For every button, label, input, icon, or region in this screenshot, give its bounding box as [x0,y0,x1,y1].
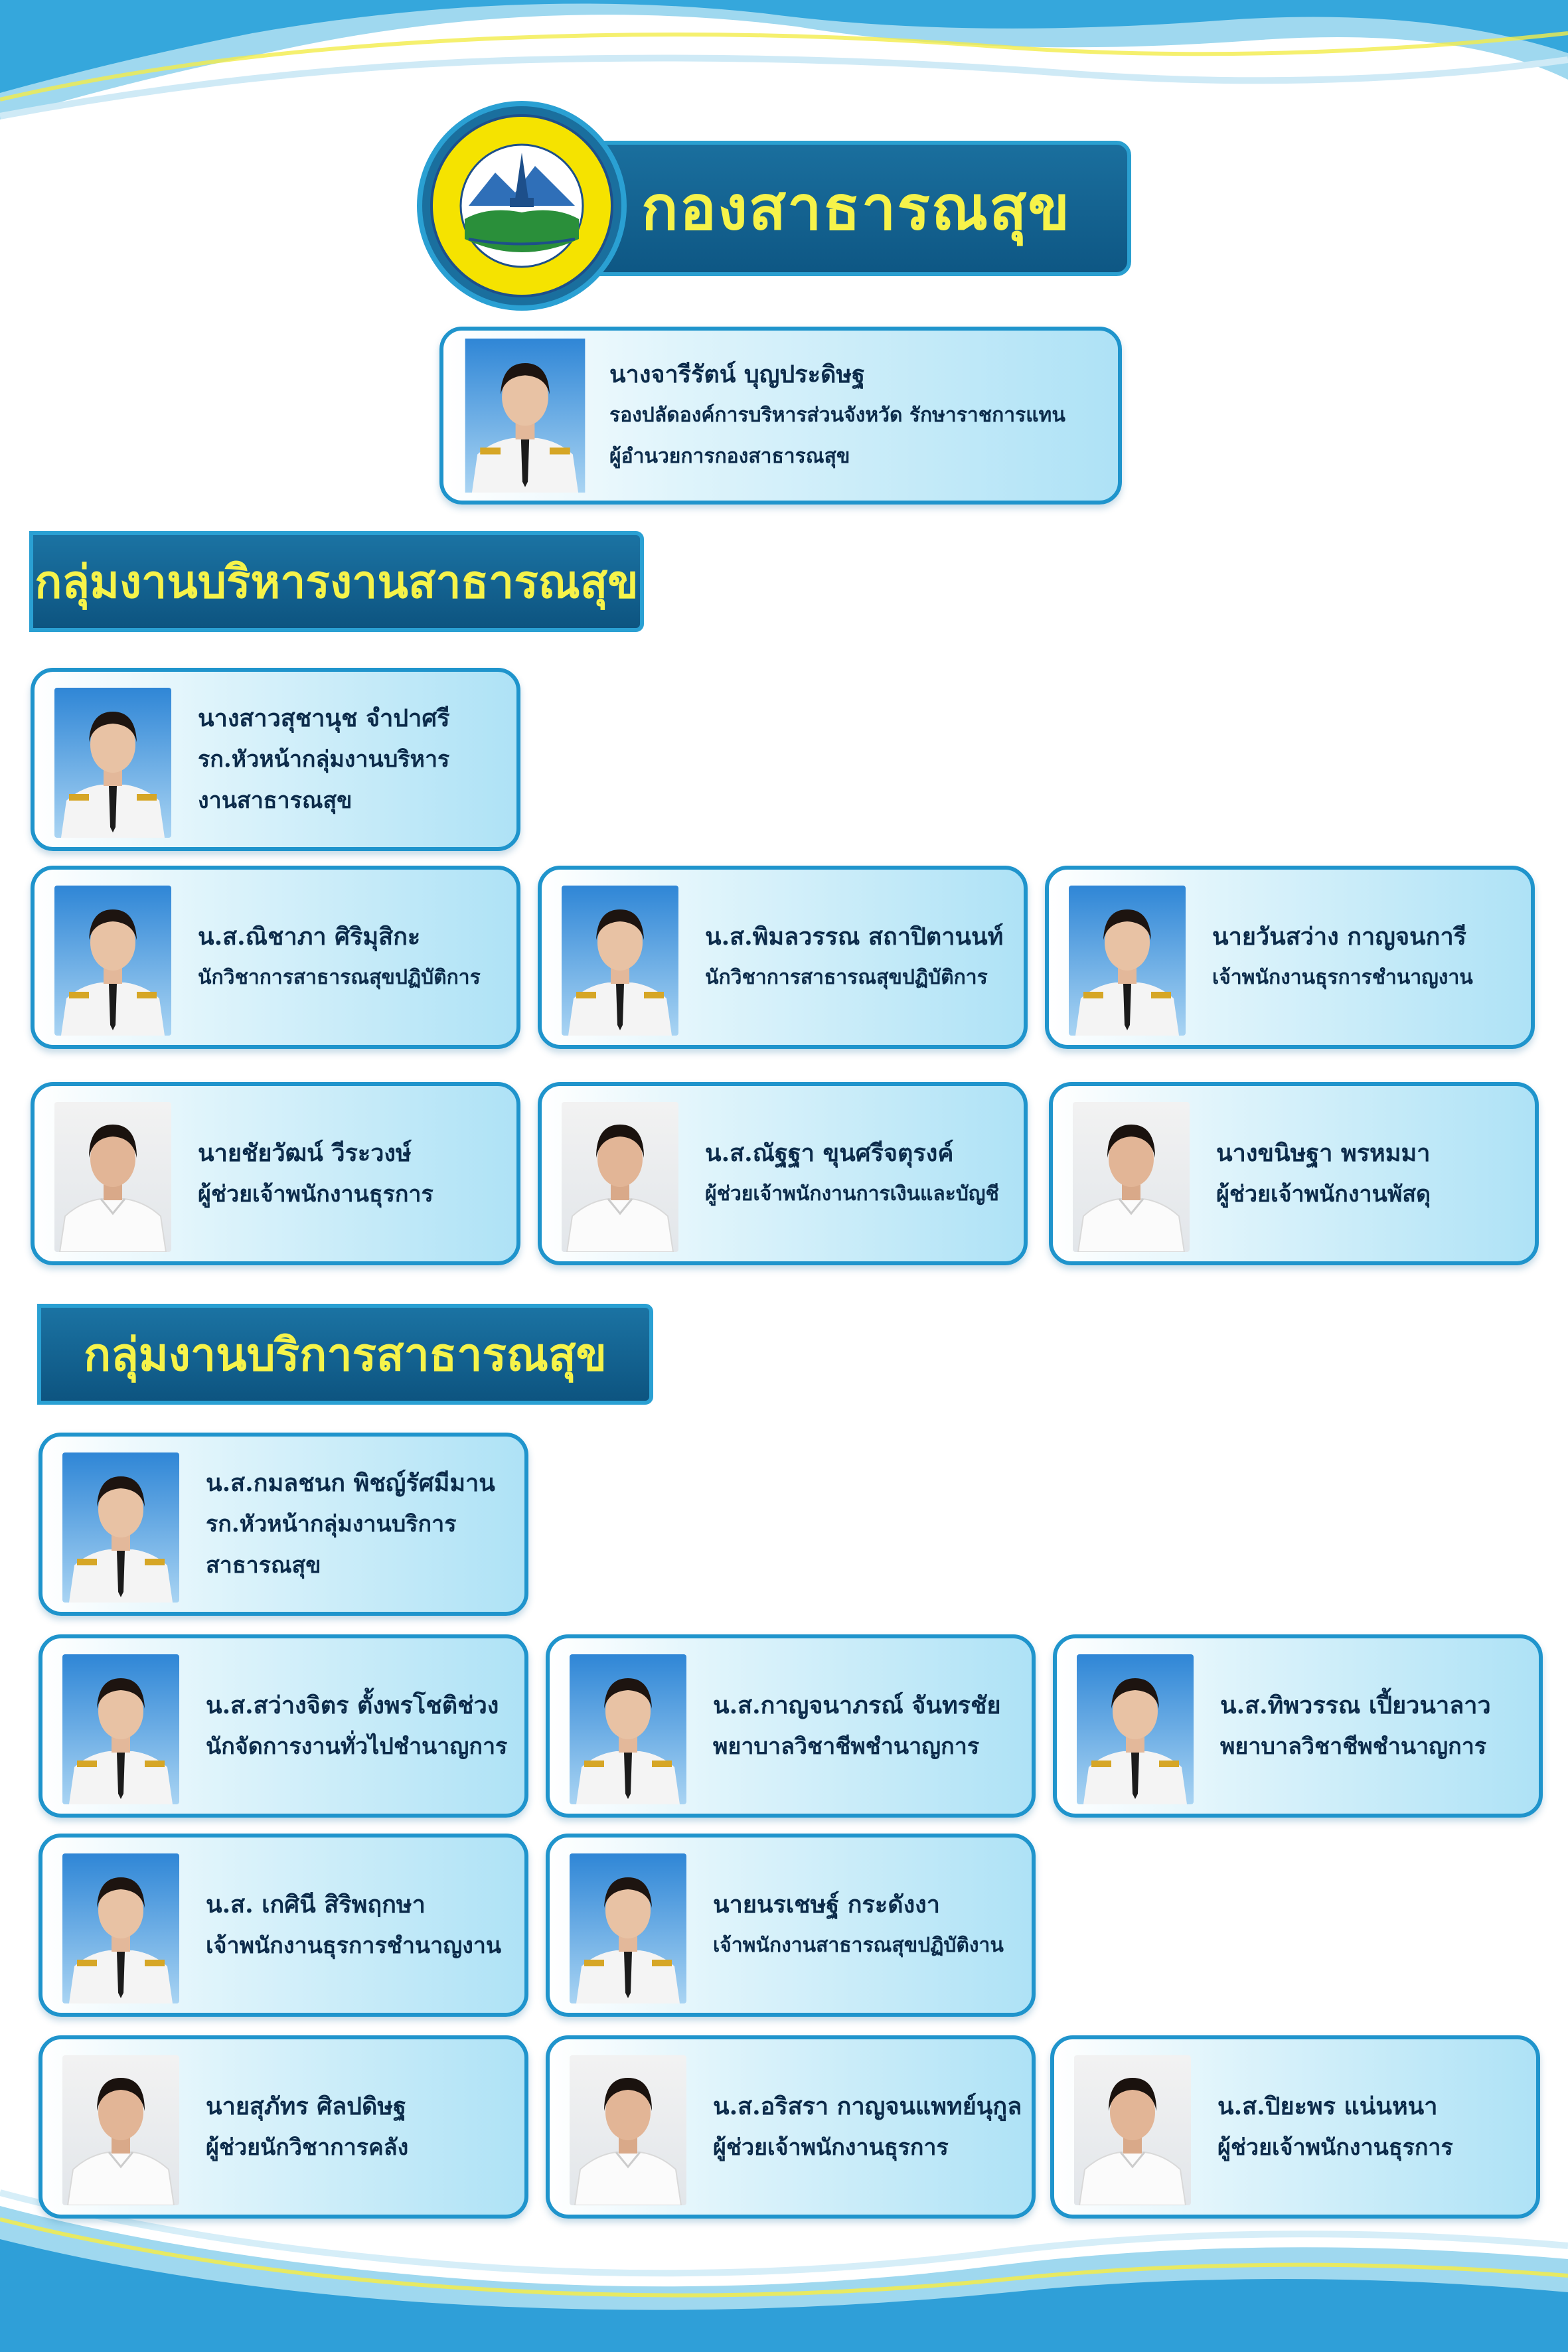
person-title: ผู้ช่วยเจ้าพนักงานธุรการ [1217,2134,1453,2161]
avatar [54,1102,171,1252]
person-name: นายชัยวัฒน์ วีระวงษ์ [198,1139,412,1167]
member-card [546,1634,1036,1818]
portrait-image [62,1654,179,1804]
person-name: นายวันสว่าง กาญจนการี [1212,923,1466,951]
section-head-card [31,668,520,851]
portrait-image [1077,1654,1194,1804]
avatar [1074,2055,1191,2205]
section-title: กลุ่มงานบริหารงานสาธารณสุข [35,556,639,609]
person-title: ผู้ช่วยเจ้าพนักงานธุรการ [713,2134,949,2161]
avatar [62,1452,179,1603]
person-name: นางสาวสุชานุช จำปาศรี [198,704,450,732]
member-card [1050,2035,1540,2219]
person-name: น.ส.ณัฐฐา ขุนศรีจตุรงค์ [705,1139,954,1167]
portrait-image [1074,2055,1191,2205]
person-title-line1: รก.หัวหน้ากลุ่มงานบริหาร [198,746,450,773]
portrait-image [62,1853,179,2003]
member-card [31,1082,520,1265]
avatar [54,886,171,1036]
avatar [570,2055,686,2205]
pao-seal-logo-icon [422,106,621,305]
portrait-image [562,886,678,1036]
portrait-image [62,2055,179,2205]
director-card [439,327,1122,505]
avatar [1073,1102,1190,1252]
top-wave-decoration [0,0,1568,159]
member-card [546,1834,1036,2017]
member-card [1049,1082,1539,1265]
avatar [570,1654,686,1804]
member-card [538,1082,1028,1265]
person-title: พยาบาลวิชาชีพชำนาญการ [1220,1733,1487,1760]
avatar [1077,1654,1194,1804]
portrait-image [54,1102,171,1252]
portrait-image [54,688,171,838]
avatar [62,1853,179,2003]
member-card [538,866,1028,1049]
portrait-image [54,886,171,1036]
member-card [1045,866,1535,1049]
person-title: นักวิชาการสาธารณสุขปฏิบัติการ [198,966,481,989]
person-title: เจ้าพนักงานธุรการชำนาญงาน [206,1932,502,1959]
person-name: น.ส. เกศินี สิริพฤกษา [206,1891,426,1919]
person-name: น.ส.อริสรา กาญจนแพทย์นุกูล [713,2092,1022,2120]
person-name: น.ส.ปิยะพร แน่นหนา [1217,2092,1438,2120]
portrait-image [1069,886,1186,1036]
avatar [54,688,171,838]
person-title: ผู้ช่วยเจ้าพนักงานการเงินและบัญชี [705,1182,999,1206]
section-head-card [39,1433,528,1616]
person-title-line2: สาธารณสุข [206,1552,321,1579]
person-name: น.ส.สว่างจิตร ตั้งพรโชติช่วง [206,1691,499,1719]
member-card [39,2035,528,2219]
member-card [31,866,520,1049]
avatar [462,339,588,493]
portrait-image [562,1102,678,1252]
person-title: เจ้าพนักงานสาธารณสุขปฏิบัติงาน [713,1934,1004,1957]
person-title-line2: งานสาธารณสุข [198,787,353,814]
person-title-line1: รก.หัวหน้ากลุ่มงานบริการ [206,1511,457,1537]
avatar [62,1654,179,1804]
member-card [1053,1634,1543,1818]
person-title-line1: รองปลัดองค์การบริหารส่วนจังหวัด รักษาราชการแทน [609,404,1065,427]
person-name: นางขนิษฐา พรหมมา [1216,1139,1431,1167]
person-title: ผู้ช่วยเจ้าพนักงานธุรการ [198,1181,433,1208]
avatar [62,2055,179,2205]
person-name: น.ส.ณิชาภา ศิริมุสิกะ [198,923,421,951]
person-title: นักวิชาการสาธารณสุขปฏิบัติการ [705,966,988,989]
person-name: นายสุภัทร ศิลปดิษฐ [206,2092,406,2120]
portrait-image [570,2055,686,2205]
section-title: กลุ่มงานบริการสาธารณสุข [83,1329,607,1381]
portrait-image [1073,1102,1190,1252]
section-header-admin [29,531,651,639]
person-name: นายนรเชษฐ์ กระดังงา [713,1891,940,1919]
member-card [39,1634,528,1818]
portrait-image [570,1853,686,2003]
member-card [39,1834,528,2017]
person-name: น.ส.กมลชนก พิชญ์รัศมีมาน [206,1469,495,1497]
avatar [562,1102,678,1252]
portrait-image [62,1452,179,1603]
person-name: น.ส.ทิพวรรณ เปี้ยวนาลาว [1220,1691,1491,1719]
person-name: นางจารีรัตน์ บุญประดิษฐ [609,360,865,388]
person-name: น.ส.กาญจนาภรณ์ จันทรชัย [713,1691,1001,1719]
person-title-line2: ผู้อำนวยการกองสาธารณสุข [609,445,850,468]
person-title: ผู้ช่วยนักวิชาการคลัง [206,2134,409,2161]
section-header-service [37,1304,660,1411]
member-card [546,2035,1036,2219]
portrait-image [462,339,588,493]
page-title: กองสาธารณสุข [641,173,1071,244]
avatar [570,1853,686,2003]
avatar [1069,886,1186,1036]
portrait-image [570,1654,686,1804]
person-title: นักจัดการงานทั่วไปชำนาญการ [206,1733,508,1760]
avatar [562,886,678,1036]
person-title: เจ้าพนักงานธุรการชำนาญงาน [1212,966,1473,989]
person-title: พยาบาลวิชาชีพชำนาญการ [713,1733,980,1760]
person-title: ผู้ช่วยเจ้าพนักงานพัสดุ [1216,1181,1431,1208]
person-name: น.ส.พิมลวรรณ สถาปิตานนท์ [705,923,1004,951]
